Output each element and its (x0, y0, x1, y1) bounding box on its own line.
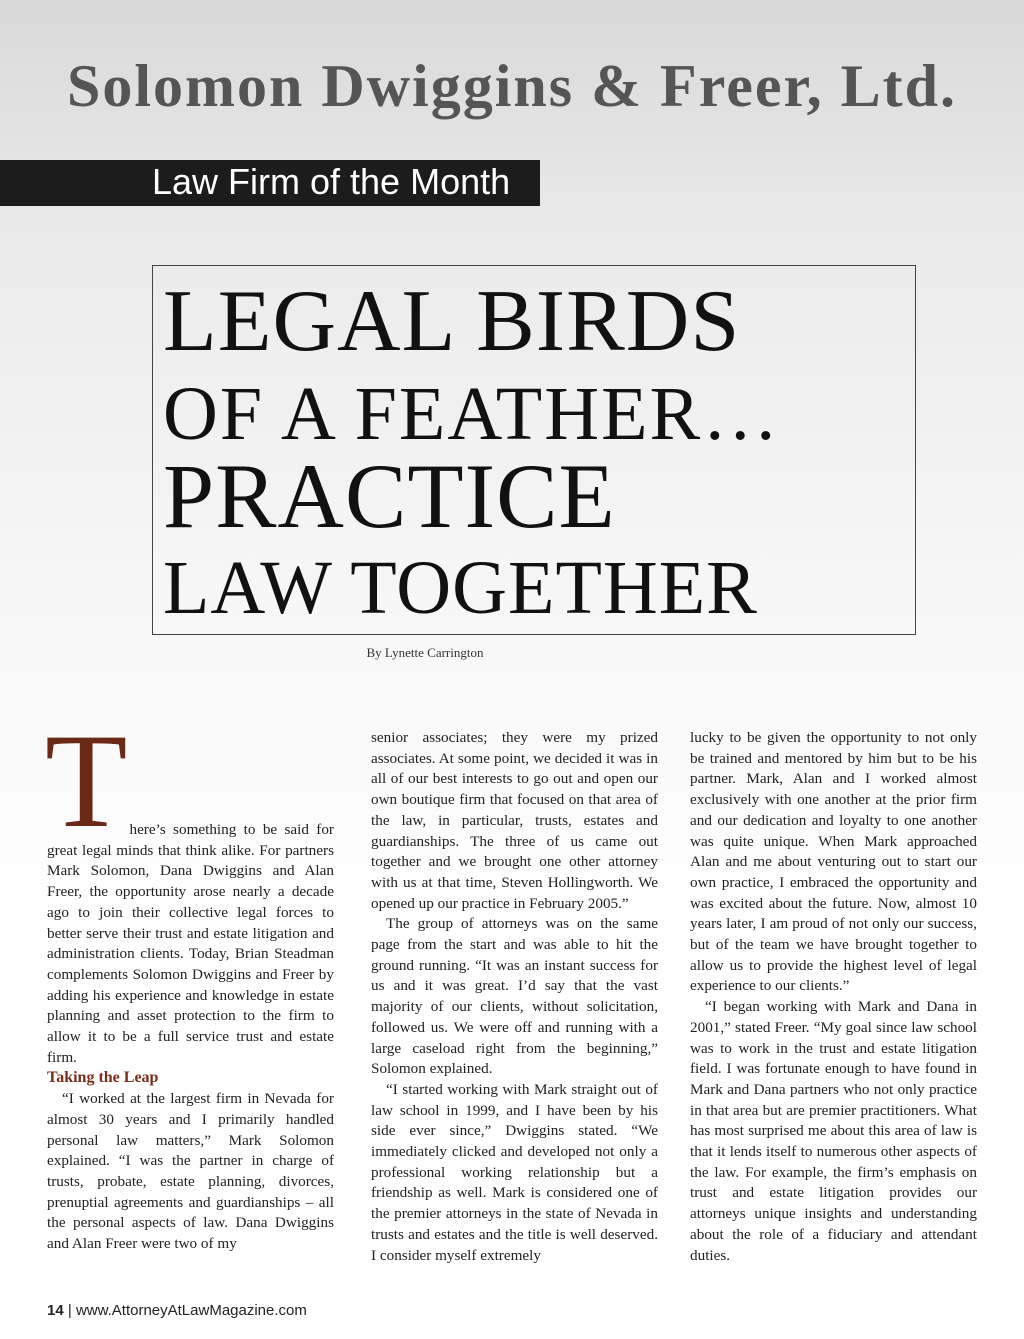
section-label: Law Firm of the Month (152, 161, 511, 202)
page-footer (47, 1302, 307, 1319)
firm-name: Solomon Dwiggins & Freer, Ltd. (66, 53, 958, 119)
paragraph-1-part-2: senior associates; they were my prized associates. At some point, we decided it was in all of our best interests to go out and open our own boutique firm that focused on that area of the law, in particular, trusts, estates and guardianships. The three of us came out together and we brought one other attorney with us at that time, Steven Hollingworth. We opened up our practice in February 2005.” (371, 729, 658, 912)
paragraph-4: “I began working with Mark and Dana in 2001,” stated Freer. “My goal since law school was to work in the trust and estate litigation field. I was fortunate enough to have found in Mark and Dana partners who not only practice in that area but are premier practitioners. What has most surprised me about this area of law is that it lends itself to numerous other aspects of the law. For example, the firm’s emphasis on trust and estate litigation provides our attorneys unique insights and understanding about the role of a fiduciary and attendant duties. (690, 998, 977, 1264)
headline-line-3: PRACTICE (163, 445, 616, 547)
page-number: 14 (47, 1302, 64, 1319)
headline-line-2: OF A FEATHER… (163, 372, 781, 456)
website-link[interactable]: www.AttorneyAtLawMagazine.com (75, 1302, 307, 1319)
intro-paragraph (45, 707, 334, 1068)
intro-text: here’s something to be said for great legal minds that think alike. For partners Mark Solomon, Dana Dwiggins and Alan Freer, the opportunity arose nearly a decade ago to join their collective legal forces to better serve their trust and estate litigation and administration clients. Today, Brian Steadman complements Solomon Dwiggins and Freer by adding his experience and knowledge in estate planning and asset protection to the firm to allow it to be a full service trust and estate firm. (47, 821, 334, 1066)
paragraph-2: The group of attorneys was on the same page from the start and was able to hit the ground running. “It was an instant success for us and it was great. I’d say that the vast majority of our clients, without solicitation, followed us. We were off and running with a large caseload right from the beginning,” Solomon explained. (371, 915, 658, 1078)
article-column-1 (45, 707, 334, 1255)
article-column-3 (690, 728, 977, 1266)
headline-line-1: LEGAL BIRDS (163, 273, 741, 370)
headline-box (152, 265, 916, 635)
footer-separator: | (67, 1302, 72, 1319)
drop-cap: T (45, 707, 128, 856)
paragraph-3-part-2: lucky to be given the opportunity to not only be trained and mentored by him but to be his partner. Mark, Alan and I worked almost exclusively with one another at the prior firm and our dedication and loyalty to one another was quite unique. When Mark approached Alan and me about venturing out to start our own practice, I embraced the opportunity and was excited about the future. Now, almost 10 years later, I am proud of not only our success, but of the team we have brought together to allow us to provide the highest level of legal experience to our clients.” (690, 729, 977, 995)
article-column-2 (371, 728, 658, 1266)
byline: By Lynette Carrington (366, 645, 484, 660)
headline-line-4: LAW TOGETHER (163, 546, 758, 630)
section-subhead: Taking the Leap (47, 1069, 159, 1087)
paragraph-1-part-1: “I worked at the largest firm in Nevada for almost 30 years and I primarily handled personal law matters,” Mark Solomon explained. “I was the partner in charge of trusts, probate, estate planning, divorces, prenuptial agreements and guardianships – all the personal aspects of law. Dana Dwiggins and Alan Freer were two of my (47, 1090, 334, 1253)
paragraph-3-part-1: “I started working with Mark straight out of law school in 1999, and I have been by his side ever since,” Dwiggins stated. “We immediately clicked and developed not only a professional working relationship but a friendship as well. Mark is considered one of the premier attorneys in the state of Nevada in trusts and estates and the title is well deserved. I consider myself extremely (371, 1080, 658, 1264)
section-banner (0, 160, 540, 206)
